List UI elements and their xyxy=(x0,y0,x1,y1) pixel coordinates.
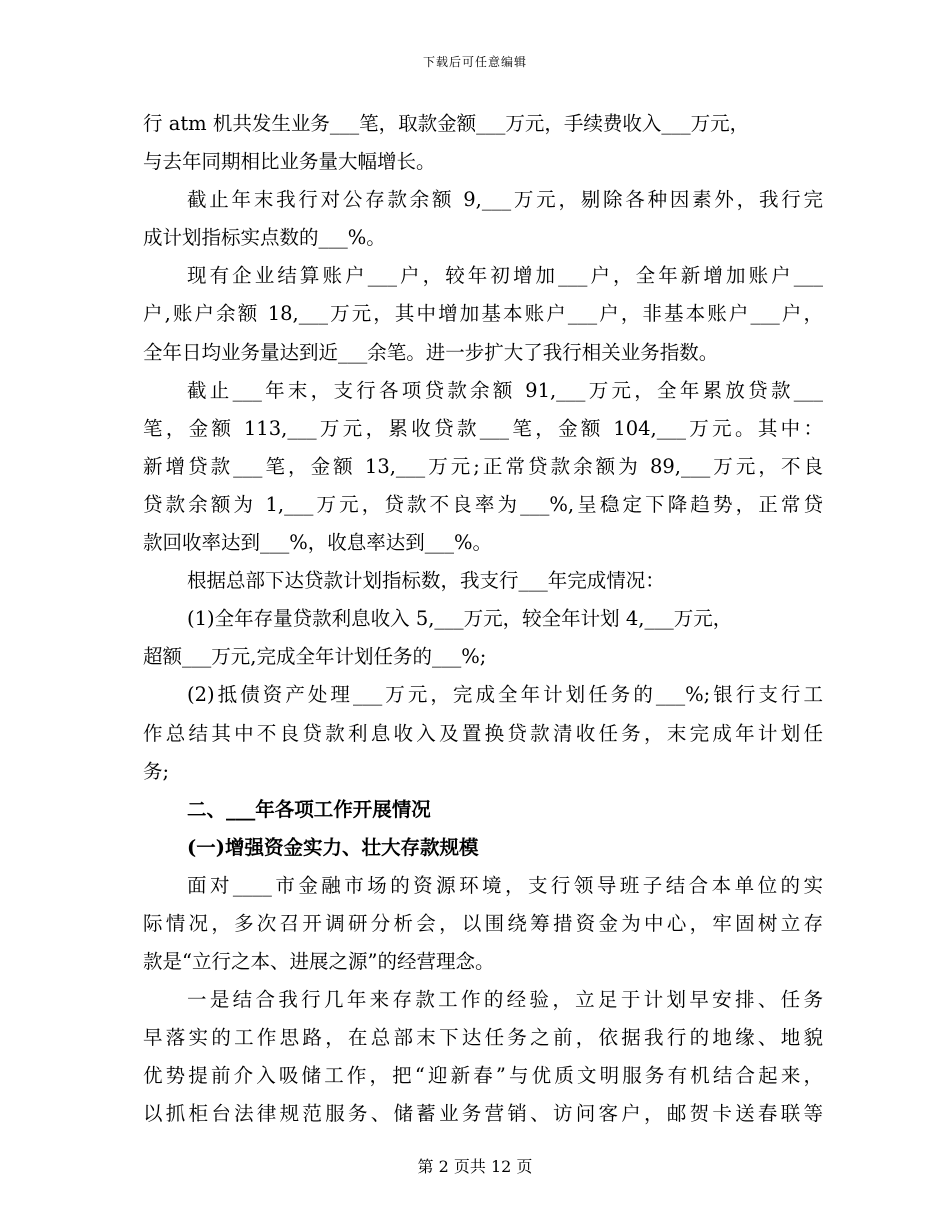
text-line: 务; xyxy=(143,759,170,783)
text-line: 款回收率达到___%，收息率达到___%。 xyxy=(143,531,493,555)
text-line: (1)全年存量贷款利息收入 5,___万元，较全年计划 4,___万元， xyxy=(187,607,733,631)
text-line: 面对____市金融市场的资源环境，支行领导班子结合本单位的实 xyxy=(187,873,823,897)
text-line: 一是结合我行几年来存款工作的经验，立足于计划早安排、任务 xyxy=(187,988,823,1012)
section-heading-line: (一)增强资金实力、壮大存款规模 xyxy=(187,835,479,859)
text-line: 际情况，多次召开调研分析会，以围绕筹措资金为中心，牢固树立存 xyxy=(143,911,823,935)
text-line: 款是“立行之本、进展之源”的经营理念。 xyxy=(143,950,495,974)
page-footer: 第 2 页共 12 页 xyxy=(417,1157,533,1176)
text-line: 成计划指标实点数的___%。 xyxy=(143,226,386,250)
text-line: 超额___万元,完成全年计划任务的___%; xyxy=(143,645,487,669)
text-line: (2)抵债资产处理___万元，完成全年计划任务的___%;银行支行工 xyxy=(187,683,823,707)
text-line: 以抓柜台法律规范服务、储蓄业务营销、访问客户，邮贺卡送春联等 xyxy=(143,1102,823,1126)
text-line: 截止年末我行对公存款余额 9,___万元，剔除各种因素外，我行完 xyxy=(187,188,823,212)
document-body xyxy=(143,105,823,1134)
text-line: 与去年同期相比业务量大幅增长。 xyxy=(143,150,436,174)
section-heading-line: 二、___年各项工作开展情况 xyxy=(187,797,431,821)
text-line: 贷款余额为 1,___万元，贷款不良率为___%,呈稳定下降趋势，正常贷 xyxy=(143,492,823,516)
text-line: 截止___年末，支行各项贷款余额 91,___万元，全年累放贷款___ xyxy=(187,378,823,402)
text-line: 户,账户余额 18,___万元，其中增加基本账户___户，非基本账户___户， xyxy=(143,302,823,326)
text-line: 优势提前介入吸储工作，把“迎新春”与优质文明服务有机结合起来， xyxy=(143,1064,823,1088)
text-line: 根据总部下达贷款计划指标数，我支行___年完成情况： xyxy=(187,569,665,593)
text-line: 笔，金额 113,___万元，累收贷款___笔，金额 104,___万元。其中： xyxy=(143,416,823,440)
text-line: 行 atm 机共发生业务___笔，取款金额___万元，手续费收入___万元， xyxy=(143,112,750,135)
page-header: 下载后可任意编辑 xyxy=(422,55,527,69)
text-line: 早落实的工作思路，在总部末下达任务之前，依据我行的地缘、地貌 xyxy=(143,1026,823,1050)
text-line: 作总结其中不良贷款利息收入及置换贷款清收任务，末完成年计划任 xyxy=(143,721,823,745)
text-line: 现有企业结算账户___户，较年初增加___户，全年新增加账户___ xyxy=(187,264,823,288)
text-line: 全年日均业务量达到近___余笔。进一步扩大了我行相关业务指数。 xyxy=(143,340,719,364)
text-line: 新增贷款___笔，金额 13,___万元;正常贷款余额为 89,___万元，不良 xyxy=(143,454,823,478)
